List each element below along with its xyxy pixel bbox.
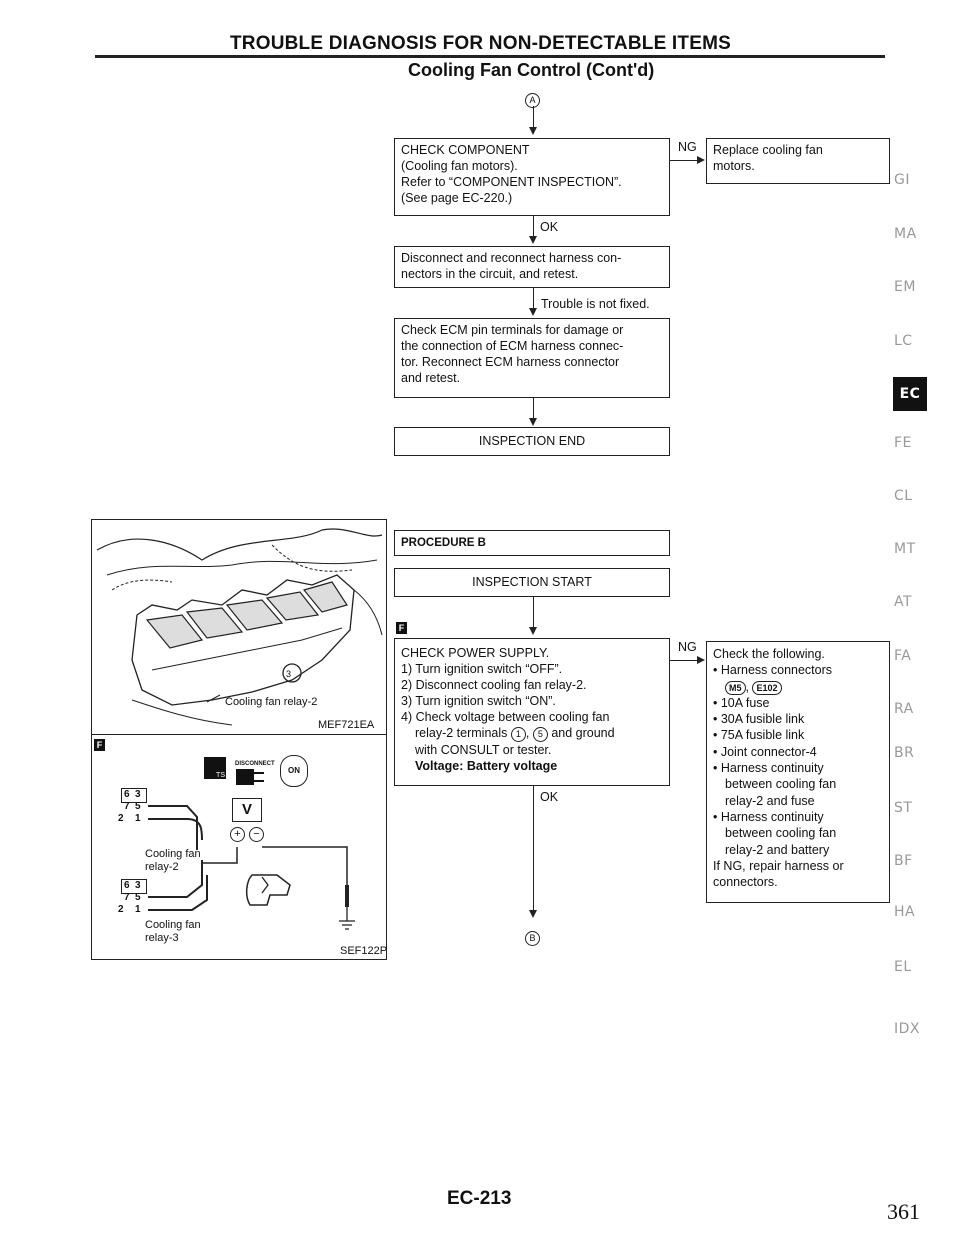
arrow-right	[697, 156, 705, 164]
page-title: TROUBLE DIAGNOSIS FOR NON-DETECTABLE ITEMS	[230, 33, 731, 54]
voltmeter-icon: V	[232, 798, 262, 822]
pin-6: 6	[124, 789, 130, 800]
arrow-down	[529, 236, 537, 244]
pin-5: 5	[135, 801, 141, 812]
terminal-1-marker: 1	[511, 727, 526, 742]
pin-3: 3	[135, 789, 141, 800]
terminal-5-marker: 5	[533, 727, 548, 742]
section-tab-br[interactable]: BR	[894, 745, 915, 761]
arrow-down	[529, 418, 537, 426]
section-tab-ec[interactable]: EC	[893, 377, 927, 411]
pin-3: 3	[135, 880, 141, 891]
voltage-test-figure	[91, 735, 387, 960]
section-tab-mt[interactable]: MT	[894, 541, 916, 557]
pin-6: 6	[124, 880, 130, 891]
disconnect-label: DISCONNECT	[235, 761, 275, 767]
arrow-down	[529, 308, 537, 316]
check-component-box: CHECK COMPONENT (Cooling fan motors). Refer to “COMPONENT INSPECTION”. (See page EC-220.)	[394, 138, 670, 216]
section-tab-el[interactable]: EL	[894, 959, 912, 975]
connector-line	[533, 597, 534, 629]
relay2-label: Cooling fan relay-2	[145, 848, 201, 873]
arrow-down	[529, 910, 537, 918]
relay-photo-figure	[91, 519, 387, 735]
figure-code: SEF122P	[340, 945, 388, 957]
section-tab-at[interactable]: AT	[894, 594, 913, 610]
connector-line	[533, 106, 534, 128]
ng-label: NG	[678, 140, 697, 154]
minus-terminal: −	[249, 827, 264, 842]
ng-line	[670, 660, 698, 661]
procedure-b-box: PROCEDURE B	[394, 530, 670, 556]
section-tab-cl[interactable]: CL	[894, 488, 913, 504]
ok-label: OK	[540, 220, 559, 234]
relay3-label: Cooling fan relay-3	[145, 919, 201, 944]
check-following-box: Check the following. • Harness connectors M5 , E102 • 10A fuse • 30A fusible link • 75A fusible link • Joint connector-4 • Harness continuity between cooling fan relay-2 and fuse • Harness continuity between cooling fan relay-2 and battery If NG, repair harness or connectors.	[706, 641, 890, 903]
pin-7: 7	[124, 892, 130, 903]
figure-code: MEF721EA	[318, 719, 375, 731]
pin-5: 5	[135, 892, 141, 903]
section-tab-ra[interactable]: RA	[894, 701, 914, 717]
f-badge: F	[94, 739, 105, 751]
page-subtitle: Cooling Fan Control (Cont'd)	[408, 60, 655, 80]
connector-line	[533, 288, 534, 310]
check-ecm-box: Check ECM pin terminals for damage or the connection of ECM harness connec- tor. Reconnect ECM harness connector and retest.	[394, 318, 670, 398]
section-tab-em[interactable]: EM	[894, 279, 916, 295]
pin-7: 7	[124, 801, 130, 812]
connector-line	[533, 786, 534, 912]
pin-1: 1	[135, 904, 141, 915]
connector-e102: E102	[752, 681, 781, 695]
section-tab-gi[interactable]: GI	[894, 172, 910, 188]
connector-line	[533, 216, 534, 238]
test-wiring	[92, 735, 388, 960]
replace-motors-box: Replace cooling fan motors.	[706, 138, 890, 184]
f-badge: F	[396, 622, 407, 634]
cooling-fan-relay2-label: Cooling fan relay-2	[225, 696, 318, 708]
connector-line	[533, 398, 534, 420]
ng-label: NG	[678, 640, 697, 654]
disconnect-reconnect-box: Disconnect and reconnect harness con- nectors in the circuit, and retest.	[394, 246, 670, 288]
end-marker-b: B	[525, 928, 540, 946]
pin-2: 2	[118, 904, 124, 915]
section-tab-bf[interactable]: BF	[894, 853, 913, 869]
inspection-start-box: INSPECTION START	[394, 568, 670, 597]
arrow-down	[529, 127, 537, 135]
title-rule	[95, 55, 885, 58]
page-code: EC-213	[447, 1188, 512, 1209]
ng-line	[670, 160, 698, 161]
pin-2: 2	[118, 813, 124, 824]
check-power-supply-box: CHECK POWER SUPPLY. 1) Turn ignition switch “OFF”. 2) Disconnect cooling fan relay-2. 3) Turn ignition switch “ON”. 4) Check voltage between cooling fan relay-2 terminals 1 , 5 and ground with CONSULT or tester. Voltage: Battery voltage	[394, 638, 670, 786]
section-tab-ha[interactable]: HA	[894, 904, 916, 920]
arrow-down	[529, 627, 537, 635]
section-tab-fe[interactable]: FE	[894, 435, 912, 451]
relay-terminal-marker: 3	[286, 669, 292, 679]
inspection-end-box: INSPECTION END	[394, 427, 670, 456]
ts-icon: TS	[204, 757, 226, 779]
section-tab-st[interactable]: ST	[894, 800, 913, 816]
ignition-on-icon: ON	[280, 755, 308, 787]
section-tab-idx[interactable]: IDX	[894, 1021, 920, 1037]
page-number: 361	[887, 1199, 920, 1224]
ok-label: OK	[540, 790, 559, 804]
section-tab-fa[interactable]: FA	[894, 648, 912, 664]
arrow-right	[697, 656, 705, 664]
connector-m5: M5	[725, 681, 746, 695]
start-marker-a: A	[525, 90, 540, 108]
pin-1: 1	[135, 813, 141, 824]
section-tab-ma[interactable]: MA	[894, 226, 917, 242]
plus-terminal: +	[230, 827, 245, 842]
trouble-not-fixed-label: Trouble is not fixed.	[541, 297, 650, 311]
section-tab-lc[interactable]: LC	[894, 333, 913, 349]
